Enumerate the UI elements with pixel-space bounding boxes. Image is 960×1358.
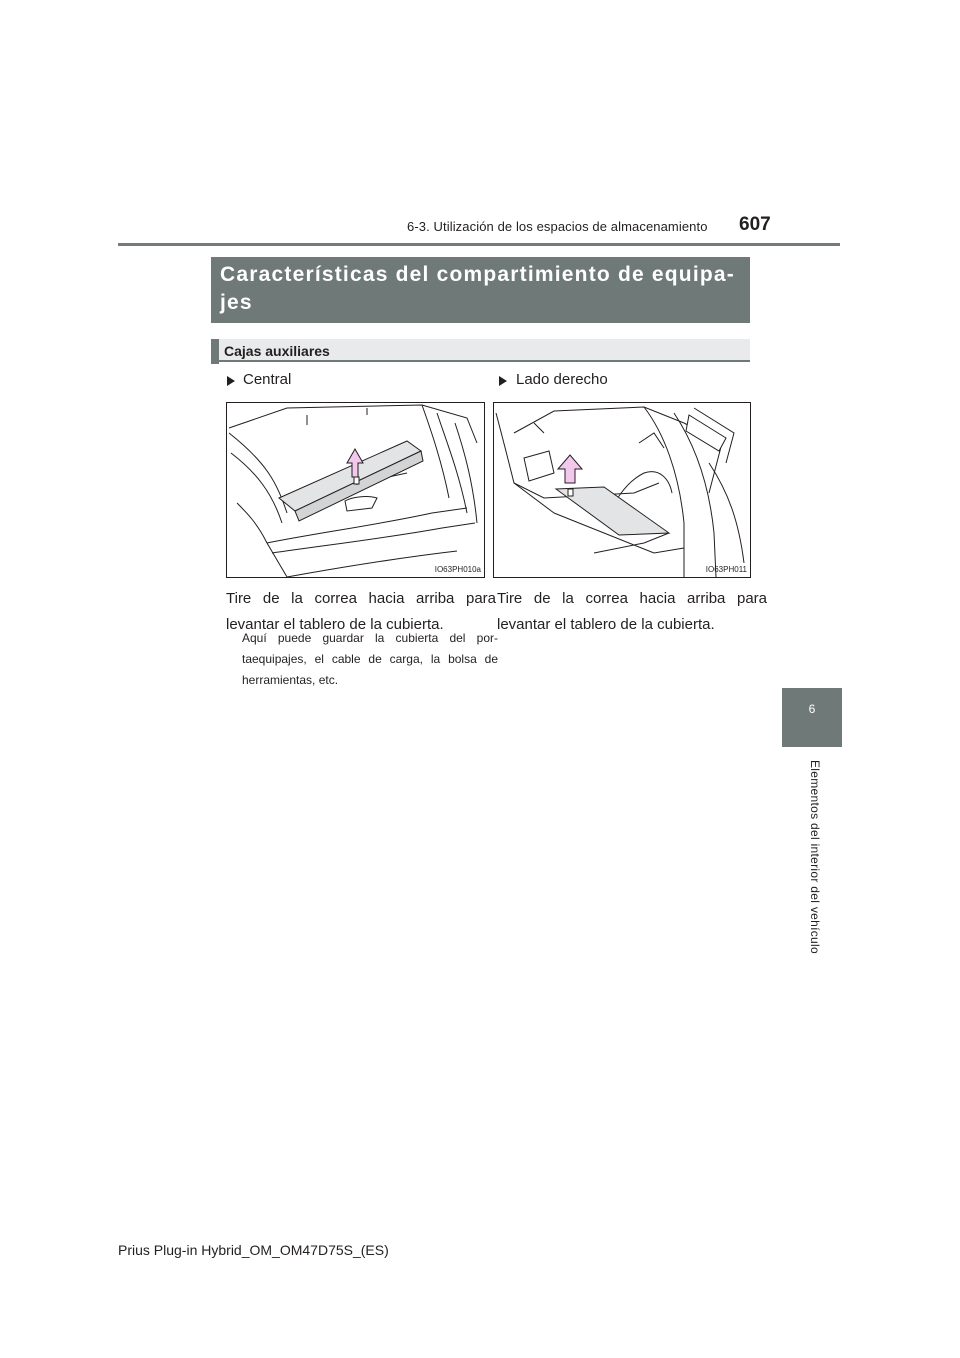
column-heading-right-side: Lado derecho xyxy=(516,371,608,388)
header-section: 6-3. Utilización de los espacios de almacenamiento xyxy=(407,219,708,234)
subsection-title: Cajas auxiliares xyxy=(224,343,330,359)
body-text-central: Tire de la correa hacia arriba para levantar el tablero de la cubierta. xyxy=(226,590,496,633)
chapter-label: Elementos del interior del vehículo xyxy=(808,760,822,954)
footer-manual-id: Prius Plug-in Hybrid_OM_OM47D75S_(ES) xyxy=(118,1242,389,1258)
header-rule xyxy=(118,243,840,246)
figure-code: IO63PH010a xyxy=(434,565,481,574)
trunk-center-illustration xyxy=(227,403,484,577)
bullet-triangle-icon xyxy=(499,376,507,386)
section-title: Características del compartimiento de equipa-jes xyxy=(220,263,735,314)
trunk-right-illustration xyxy=(494,403,750,577)
chapter-tab xyxy=(782,688,842,747)
chapter-number: 6 xyxy=(808,702,816,716)
body-text-right-side: Tire de la correa hacia arriba para levantar el tablero de la cubierta. xyxy=(497,590,767,633)
page-number: 607 xyxy=(739,214,771,235)
section-title-box xyxy=(211,257,750,323)
column-heading-central: Central xyxy=(243,371,292,388)
figure-code: IO63PH011 xyxy=(705,565,747,574)
bullet-triangle-icon xyxy=(227,376,235,386)
figure-right-side-trunk xyxy=(493,402,751,578)
subsection-marker xyxy=(211,339,219,364)
figure-central-trunk xyxy=(226,402,485,578)
note-text-central: Aquí puede guardar la cubierta del por-taequipajes, el cable de carga, la bolsa de herramientas, etc. xyxy=(242,631,498,687)
lift-arrow-icon xyxy=(558,455,582,483)
